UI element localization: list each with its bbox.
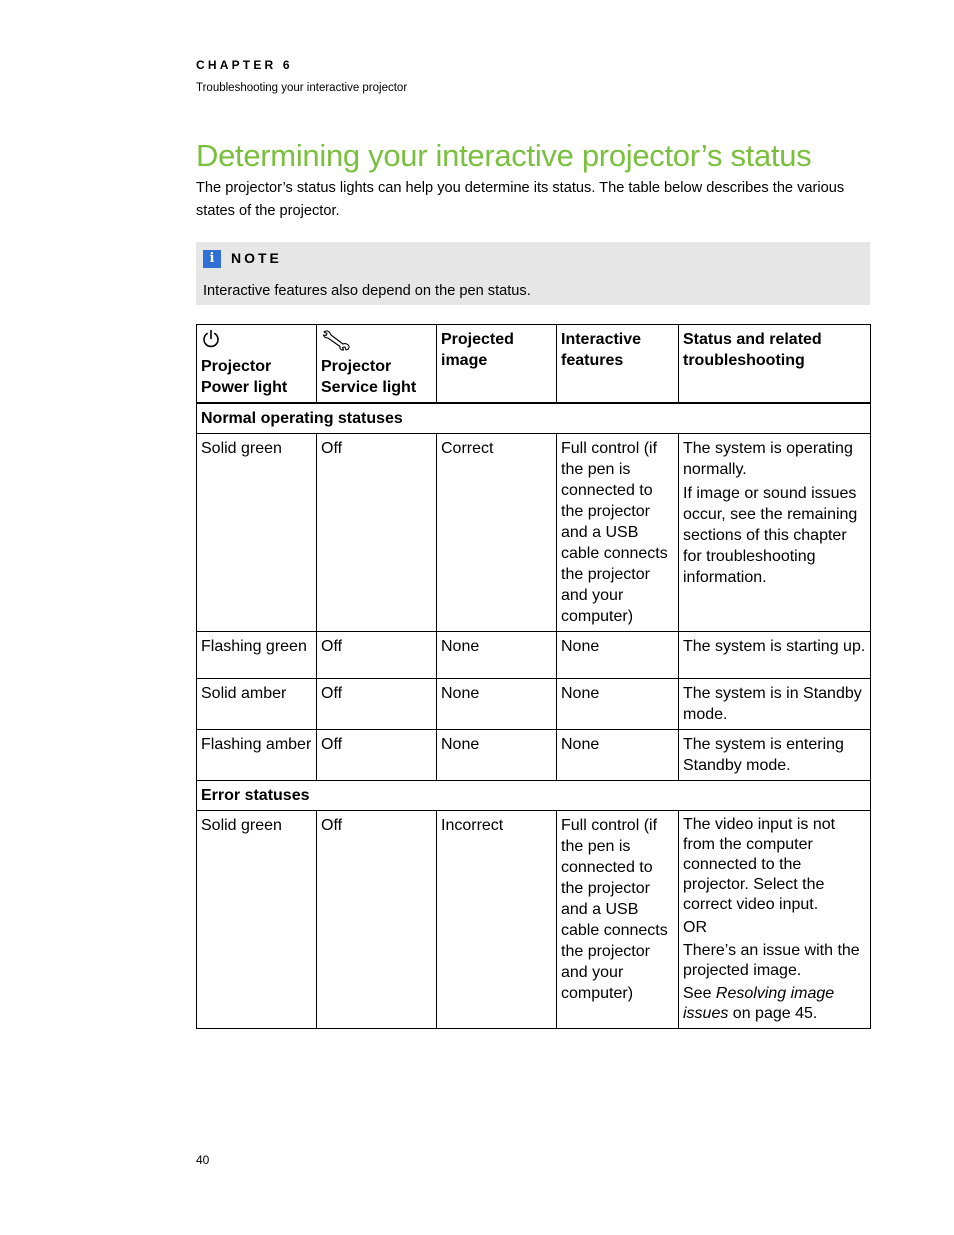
table-row <box>197 811 871 1029</box>
section-label: Error statuses <box>197 781 871 811</box>
cell-power: Solid amber <box>197 679 317 730</box>
cell-service: Off <box>317 730 437 781</box>
cell-image: None <box>437 730 557 781</box>
see-suffix: on page 45. <box>728 1005 818 1022</box>
see-prefix: See <box>683 985 716 1002</box>
header-status: Status and related troubleshooting <box>679 325 871 404</box>
cell-power: Solid green <box>197 434 317 632</box>
reference-link[interactable]: Resolving image issues <box>683 985 835 1022</box>
page-title: Determining your interactive projector’s status <box>196 138 812 173</box>
header-power-label: Projector Power light <box>201 358 288 396</box>
cell-image: Correct <box>437 434 557 632</box>
status-text: The system is operating normally. <box>683 440 853 478</box>
status-text: The video input is not from the computer connected to the projector. Select the correct video input. <box>683 816 836 913</box>
cell-image: Incorrect <box>437 811 557 1029</box>
header-projected-image: Projected image <box>437 325 557 404</box>
page-number: 40 <box>196 1153 210 1167</box>
power-icon <box>201 329 312 351</box>
table-header-row <box>197 325 871 404</box>
chapter-label: CHAPTER 6 <box>196 58 293 72</box>
note-text: Interactive features also depend on the pen status. <box>203 283 531 299</box>
section-row-error <box>197 781 871 811</box>
cell-interactive: None <box>557 632 679 679</box>
note-label: NOTE <box>231 250 282 266</box>
status-see-reference <box>683 984 866 1024</box>
intro-paragraph: The projector’s status lights can help you determine its status. The table below describes the various states of the projector. <box>196 180 845 219</box>
section-label: Normal operating statuses <box>197 403 871 434</box>
wrench-icon <box>321 329 432 351</box>
cell-service: Off <box>317 679 437 730</box>
cell-service: Off <box>317 434 437 632</box>
cell-status <box>679 811 871 1029</box>
note-box <box>196 242 870 305</box>
cell-image: None <box>437 632 557 679</box>
cell-image: None <box>437 679 557 730</box>
cell-interactive: None <box>557 679 679 730</box>
cell-service: Off <box>317 632 437 679</box>
status-text: If image or sound issues occur, see the remaining sections of this chapter for troubleshooting information. <box>683 485 858 586</box>
cell-status: The system is in Standby mode. <box>679 679 871 730</box>
header-service-light <box>317 325 437 404</box>
cell-interactive: None <box>557 730 679 781</box>
status-text: There’s an issue with the projected image. <box>683 942 860 979</box>
header-interactive-features: Interactive features <box>557 325 679 404</box>
header-service-label: Projector Service light <box>321 358 417 396</box>
cell-interactive: Full control (if the pen is connected to the projector and a USB cable connects the projector and your computer) <box>557 811 679 1029</box>
status-text: OR <box>683 919 707 936</box>
cell-power: Flashing green <box>197 632 317 679</box>
section-row-normal <box>197 403 871 434</box>
cell-status <box>679 434 871 632</box>
chapter-title: Troubleshooting your interactive projector <box>196 82 408 94</box>
status-table <box>196 324 871 1029</box>
cell-power: Solid green <box>197 811 317 1029</box>
cell-service: Off <box>317 811 437 1029</box>
header-power-light <box>197 325 317 404</box>
table-row <box>197 679 871 730</box>
cell-power: Flashing amber <box>197 730 317 781</box>
table-row <box>197 434 871 632</box>
info-icon: i <box>203 250 221 268</box>
cell-status: The system is entering Standby mode. <box>679 730 871 781</box>
table-row <box>197 730 871 781</box>
cell-status: The system is starting up. <box>679 632 871 679</box>
table-row <box>197 632 871 679</box>
cell-interactive: Full control (if the pen is connected to the projector and a USB cable connects the projector and your computer) <box>557 434 679 632</box>
